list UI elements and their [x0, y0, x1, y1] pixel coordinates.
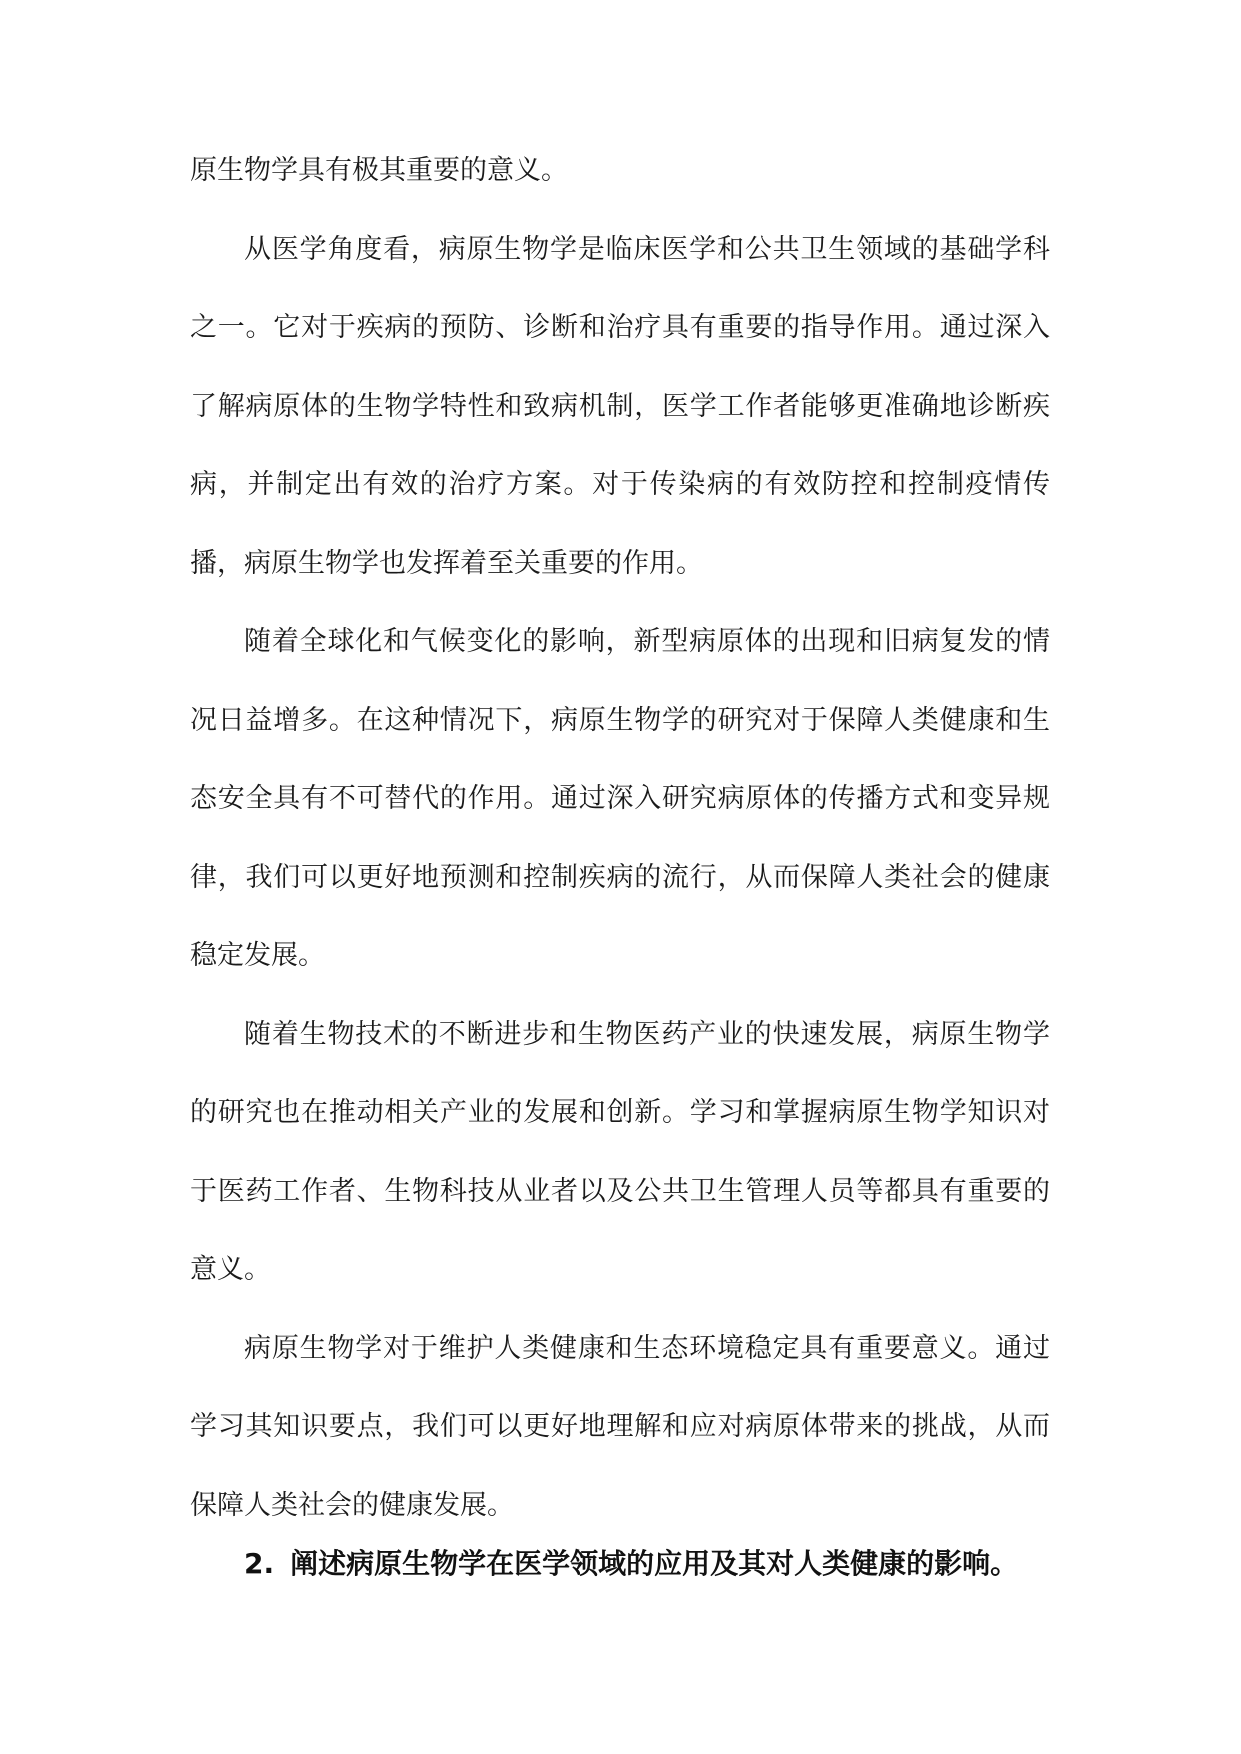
- paragraph-biotechnology: 随着生物技术的不断进步和生物医药产业的快速发展，病原生物学的研究也在推动相关产业的发展和创新。学习和掌握病原生物学知识对于医药工作者、生物科技从业者以及公共卫生管理人员等都具有重要的意义。: [190, 1018, 1050, 1285]
- body-text: [190, 132, 1050, 1545]
- paragraph-summary: 病原生物学对于维护人类健康和生态环境稳定具有重要意义。通过学习其知识要点，我们可以更好地理解和应对病原体带来的挑战，从而保障人类社会的健康发展。: [190, 1332, 1050, 1521]
- heading-text: 阐述病原生物学在医学领域的应用及其对人类健康的影响。: [290, 1547, 1019, 1580]
- paragraph-medical-perspective: 从医学角度看，病原生物学是临床医学和公共卫生领域的基础学科之一。它对于疾病的预防、诊断和治疗具有重要的指导作用。通过深入了解病原体的生物学特性和致病机制，医学工作者能够更准确地诊断疾病，并制定出有效的治疗方案。对于传染病的有效防控和控制疫情传播，病原生物学也发挥着至关重要的作用。: [190, 233, 1050, 579]
- section-heading: [244, 1544, 1064, 1584]
- paragraph-globalization: 随着全球化和气候变化的影响，新型病原体的出现和旧病复发的情况日益增多。在这种情况下，病原生物学的研究对于保障人类健康和生态安全具有不可替代的作用。通过深入研究病原体的传播方式和变异规律，我们可以更好地预测和控制疾病的流行，从而保障人类社会的健康稳定发展。: [190, 626, 1050, 971]
- paragraph-continuation: 原生物学具有极其重要的意义。: [190, 155, 568, 186]
- heading-number: 2.: [244, 1547, 275, 1580]
